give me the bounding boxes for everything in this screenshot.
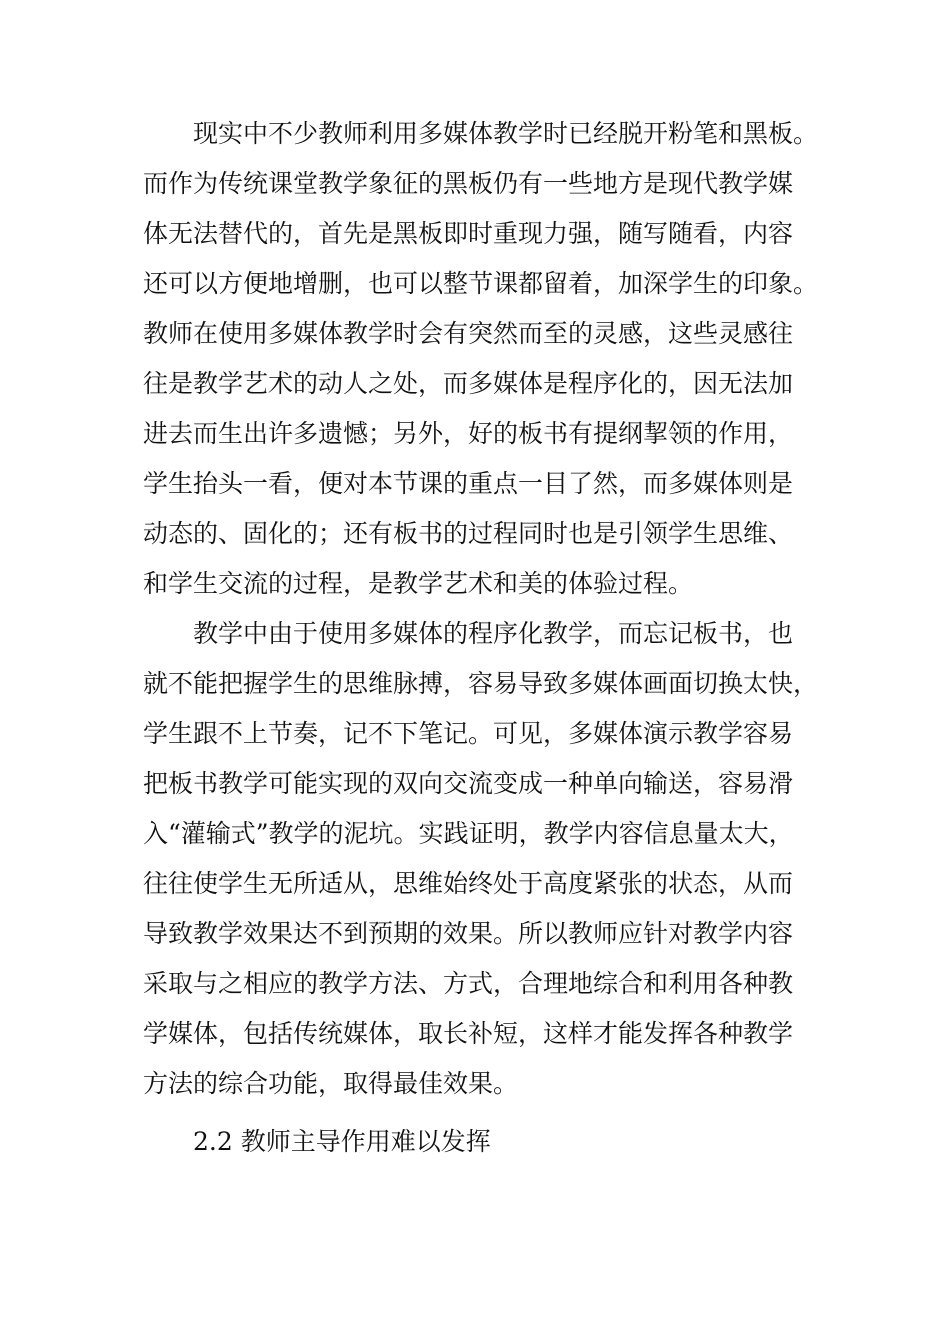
- paragraph-line: 往往使学生无所适从，思维始终处于高度紧张的状态，从而: [143, 869, 794, 898]
- paragraph-line: 还可以方便地增删，也可以整节课都留着，加深学生的印象。: [143, 269, 819, 298]
- paragraph-line: 动态的、固化的；还有板书的过程同时也是引领学生思维、: [143, 519, 794, 548]
- paragraph-line: 教学中由于使用多媒体的程序化教学，而忘记板书，也: [193, 619, 794, 648]
- paragraph-line: 采取与之相应的教学方法、方式，合理地综合和利用各种教: [143, 969, 794, 998]
- paragraph-line: 就不能把握学生的思维脉搏，容易导致多媒体画面切换太快，: [143, 669, 819, 698]
- paragraph-line: 体无法替代的，首先是黑板即时重现力强，随写随看，内容: [143, 219, 794, 248]
- paragraph-line: 学媒体，包括传统媒体，取长补短，这样才能发挥各种教学: [143, 1019, 794, 1048]
- paragraph-line: 进去而生出许多遗憾；另外，好的板书有提纲挈领的作用，: [143, 419, 794, 448]
- section-heading: 2.2 教师主导作用难以发挥: [193, 1127, 491, 1156]
- paragraph-1: [143, 109, 843, 609]
- paragraph-line: 现实中不少教师利用多媒体教学时已经脱开粉笔和黑板。: [193, 119, 819, 148]
- paragraph-line: 往是教学艺术的动人之处，而多媒体是程序化的，因无法加: [143, 369, 794, 398]
- paragraph-line: 学生抬头一看，便对本节课的重点一目了然，而多媒体则是: [143, 469, 794, 498]
- paragraph-line: 而作为传统课堂教学象征的黑板仍有一些地方是现代教学媒: [143, 169, 794, 198]
- paragraph-line: 把板书教学可能实现的双向交流变成一种单向输送，容易滑: [143, 769, 794, 798]
- paragraph-line: 学生跟不上节奏，记不下笔记。可见，多媒体演示教学容易: [143, 719, 794, 748]
- paragraph-line: 和学生交流的过程，是教学艺术和美的体验过程。: [143, 569, 694, 598]
- paragraph-line: 方法的综合功能，取得最佳效果。: [143, 1069, 519, 1098]
- paragraph-line: 教师在使用多媒体教学时会有突然而至的灵感，这些灵感往: [143, 319, 794, 348]
- paragraph-line: 导致教学效果达不到预期的效果。所以教师应针对教学内容: [143, 919, 794, 948]
- paragraph-line: 入“灌输式”教学的泥坑。实践证明，教学内容信息量太大，: [143, 819, 794, 848]
- paragraph-2: [143, 609, 843, 1109]
